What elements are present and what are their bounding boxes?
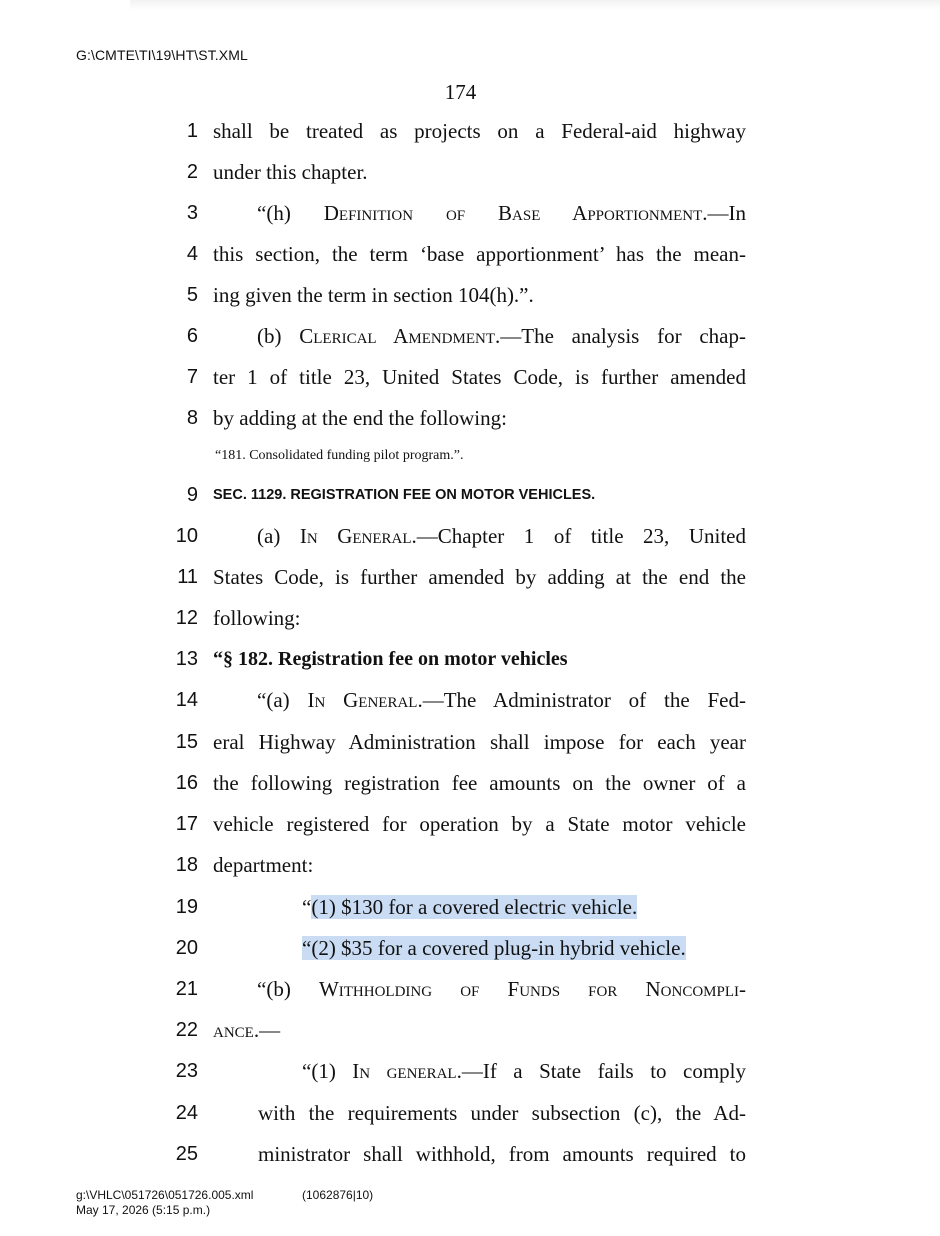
text-line: (b) Clerical Amendment.—The analysis for chap- xyxy=(257,324,746,348)
text-line: ministrator shall withhold, from amounts required to xyxy=(258,1142,746,1166)
footer-date: May 17, 2026 (5:15 p.m.) xyxy=(76,1203,211,1217)
paragraph-heading: In general xyxy=(352,1059,457,1083)
line-number: 11 xyxy=(177,566,198,588)
line-number: 10 xyxy=(175,525,198,547)
text-selection-highlight[interactable]: “(2) $35 for a covered plug-in hybrid vehicle. xyxy=(302,936,686,960)
line-number: 18 xyxy=(175,854,198,876)
text-line: ter 1 of title 23, United States Code, is further amended xyxy=(213,365,746,389)
text-line: with the requirements under subsection (c), the Ad- xyxy=(258,1101,746,1125)
line-number: 20 xyxy=(175,937,198,959)
text-line: following: xyxy=(213,606,301,630)
line-number: 2 xyxy=(186,161,198,183)
text-line: vehicle registered for operation by a State motor vehicle xyxy=(213,812,746,836)
line-number: 23 xyxy=(175,1060,198,1082)
text-line[interactable]: “(1) $130 for a covered electric vehicle. xyxy=(302,895,638,919)
subsection-heading: In General xyxy=(299,524,412,548)
subsection-heading: ance xyxy=(213,1018,254,1042)
line-number: 21 xyxy=(175,978,198,1000)
text-line: States Code, is further amended by adding at the end the xyxy=(213,565,746,589)
line-number: 13 xyxy=(175,648,198,670)
line-number: 15 xyxy=(175,731,198,753)
text-line: by adding at the end the following: xyxy=(213,406,507,430)
text-line: this section, the term ‘base apportionment’ has the mean- xyxy=(213,242,746,266)
subsection-heading: In General xyxy=(307,688,418,712)
header-file-path: G:\CMTE\TI\19\HT\ST.XML xyxy=(76,47,248,63)
line-number: 3 xyxy=(186,202,198,224)
text-line: the following registration fee amounts on the owner of a xyxy=(213,771,746,795)
code-section-heading: “§ 182. Registration fee on motor vehicles xyxy=(213,648,568,670)
line-number: 8 xyxy=(186,407,198,429)
line-number: 19 xyxy=(175,896,198,918)
text-line: ance.— xyxy=(213,1018,281,1042)
subsection-heading: Withholding of Funds for Noncompli- xyxy=(318,977,746,1001)
line-number: 4 xyxy=(186,243,198,265)
text-line: “(h) Definition of Base Apportionment.—In xyxy=(257,201,747,225)
line-number: 25 xyxy=(175,1143,198,1165)
text-line[interactable] xyxy=(302,935,746,961)
section-heading: SEC. 1129. REGISTRATION FEE ON MOTOR VEHICLES. xyxy=(213,487,596,503)
line-number: 22 xyxy=(175,1019,198,1041)
footer-doc-id: (1062876|10) xyxy=(302,1188,374,1202)
subsection-heading: Definition of Base Apportionment xyxy=(323,201,703,225)
text-line: eral Highway Administration shall impose for each year xyxy=(213,730,746,754)
text-line: “(1) In general.—If a State fails to comply xyxy=(302,1059,746,1083)
line-number: 17 xyxy=(175,813,198,835)
text-line: ing given the term in section 104(h).”. xyxy=(213,283,534,307)
line-number: 7 xyxy=(186,366,198,388)
text-line: “(b) Withholding of Funds for Noncompli- xyxy=(257,977,746,1001)
text-selection-highlight[interactable]: (1) $130 for a covered electric vehicle. xyxy=(311,895,638,919)
text-line: under this chapter. xyxy=(213,160,368,184)
text-line: “(a) In General.—The Administrator of the Fed- xyxy=(257,688,746,712)
line-number: 16 xyxy=(175,772,198,794)
line-number: 6 xyxy=(186,325,198,347)
line-number: 5 xyxy=(186,284,198,306)
line-number: 1 xyxy=(186,120,198,142)
line-number: 9 xyxy=(186,484,198,506)
line-number: 14 xyxy=(175,689,198,711)
table-of-sections-entry: “181. Consolidated funding pilot program.”. xyxy=(215,448,464,463)
text-line: (a) In General.—Chapter 1 of title 23, United xyxy=(257,524,746,548)
top-scroll-shadow xyxy=(130,0,940,10)
subsection-heading: Clerical Amendment xyxy=(299,324,496,348)
footer-file-path: g:\VHLC\051726\051726.005.xml xyxy=(76,1188,254,1202)
line-number: 12 xyxy=(175,607,198,629)
page-number: 174 xyxy=(444,80,477,104)
text-line: department: xyxy=(213,853,314,877)
text-line: shall be treated as projects on a Federal-aid highway xyxy=(213,119,746,143)
line-number: 24 xyxy=(175,1102,198,1124)
